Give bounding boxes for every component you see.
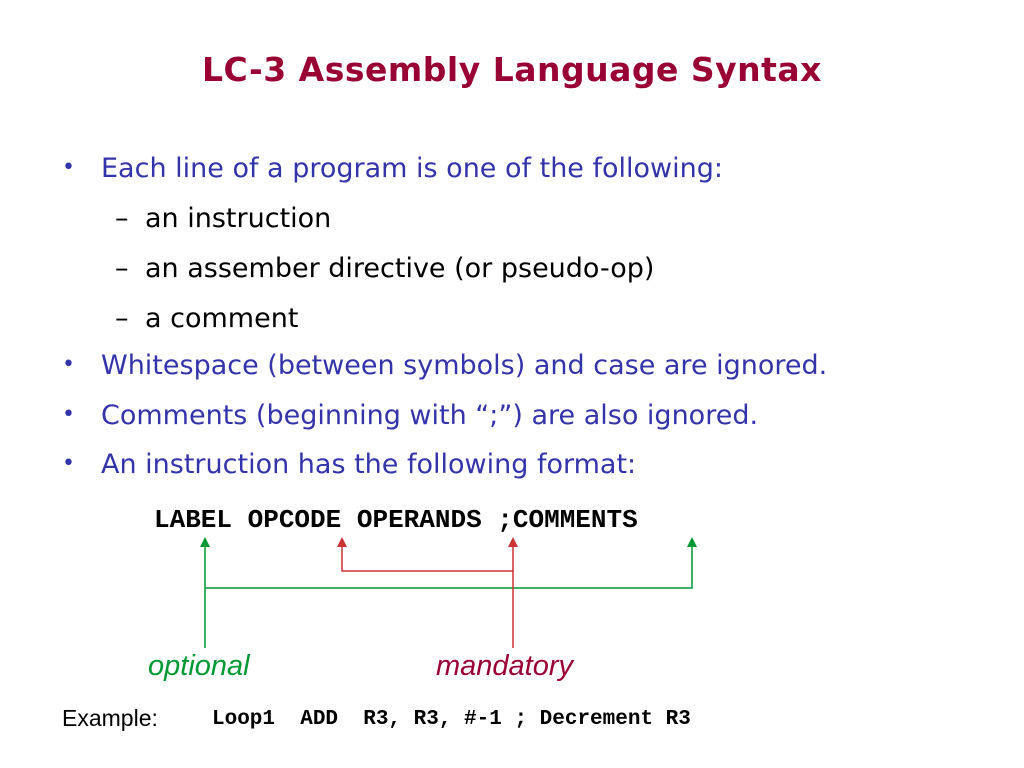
format-opcode: OPCODE — [247, 505, 342, 535]
optional-label: optional — [148, 650, 250, 682]
sub-item-text: an assember directive (or pseudo-op) — [145, 253, 655, 284]
mandatory-label: mandatory — [436, 650, 574, 682]
mandatory-connector — [342, 545, 513, 648]
dash: – — [115, 253, 129, 284]
bullet-text: Each line of a program is one of the following: — [101, 153, 723, 184]
bullet-dot: • — [62, 402, 75, 427]
mandatory-arrowhead-opcode — [337, 537, 347, 547]
sub-item-text: a comment — [145, 303, 299, 334]
slide-title: LC-3 Assembly Language Syntax — [202, 50, 822, 89]
example-label: Example: — [62, 705, 158, 731]
bullet-dot: • — [62, 451, 75, 476]
example-code: Loop1 ADD R3, R3, #-1 ; Decrement R3 — [212, 708, 691, 731]
dash: – — [115, 303, 129, 334]
optional-arrowhead-label — [200, 537, 210, 547]
bullet-text: Whitespace (between symbols) and case are ignored. — [101, 350, 828, 381]
bullet-dot: • — [62, 155, 75, 180]
optional-connector — [205, 545, 692, 648]
format-comments: ;COMMENTS — [497, 505, 638, 535]
mandatory-arrowhead-operands — [508, 537, 518, 547]
optional-arrowhead-comments — [687, 537, 697, 547]
sub-item-text: an instruction — [145, 203, 332, 234]
format-operands: OPERANDS — [356, 505, 482, 535]
format-label: LABEL — [154, 505, 233, 535]
bullet-text: An instruction has the following format: — [101, 449, 637, 480]
bullet-dot: • — [62, 352, 75, 377]
dash: – — [115, 203, 129, 234]
bullet-text: Comments (beginning with “;”) are also ignored. — [101, 400, 759, 431]
